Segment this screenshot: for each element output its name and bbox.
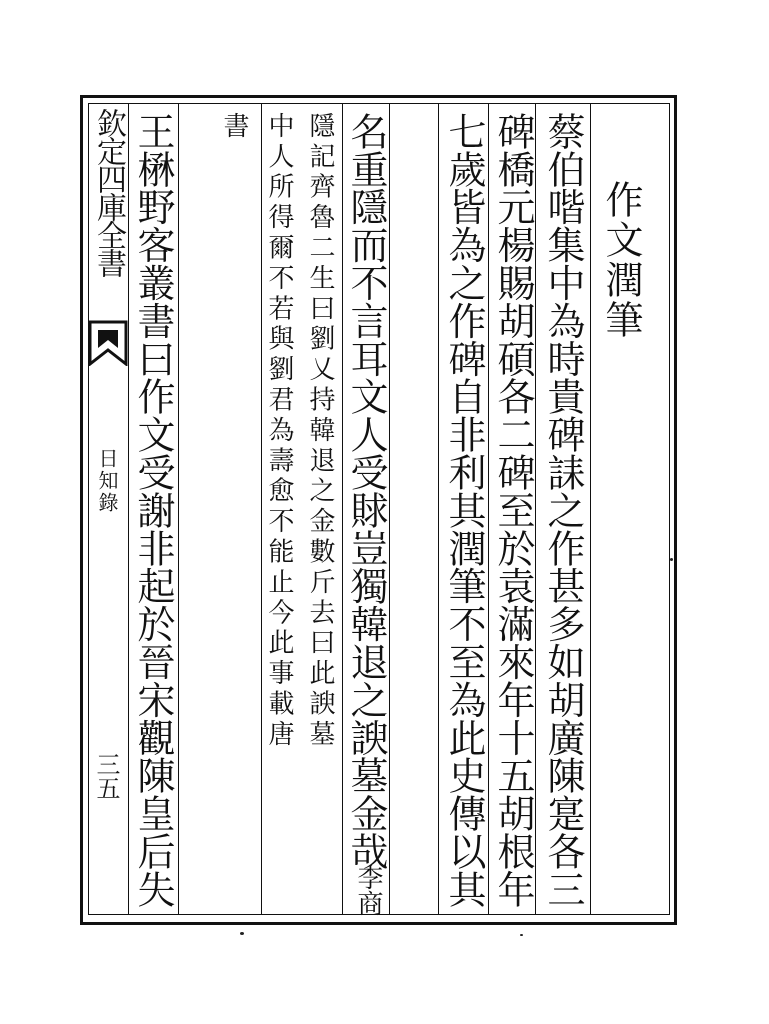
column-rule <box>178 103 179 915</box>
scan-speck <box>240 932 244 935</box>
column-rule <box>342 103 343 915</box>
column-rule <box>389 103 390 915</box>
text-column-3: 七歲皆為之作碑自非利其潤筆不至為此史傳以其 <box>442 112 486 908</box>
note-column-1: 李商 <box>353 864 383 916</box>
scan-speck <box>520 934 523 936</box>
scan-speck <box>670 558 673 561</box>
note-column-2: 隱記齊魯二生曰劉乂持韓退之金數斤去曰此諛墓 <box>305 112 335 751</box>
column-rule <box>261 103 262 915</box>
text-column-1: 蔡伯喈集中為時貴碑誄之作甚多如胡廣陳寔各三 <box>541 112 585 908</box>
note-column-3: 中人所得爾不若與劉君為壽愈不能止今此事載唐 <box>264 112 294 751</box>
note-column-4: 書 <box>219 112 249 143</box>
column-rule <box>535 103 536 915</box>
text-column-2: 碑橋元楊賜胡碩各二碑至於袁滿來年十五胡根年 <box>491 112 535 908</box>
column-rule <box>590 103 591 915</box>
margin-book-title: 欽定四庫全書 <box>91 108 126 276</box>
text-column-4: 名重隱而不言耳文人受賕豈獨韓退之諛墓金哉 <box>344 112 388 871</box>
margin-column-rule <box>128 103 129 915</box>
fish-tail-mark-icon <box>88 320 128 366</box>
margin-source-title: 日知錄 <box>95 448 119 514</box>
column-rule <box>488 103 489 915</box>
column-rule <box>438 103 439 915</box>
margin-page-number: 三五 <box>92 752 120 800</box>
section-heading: 作文潤筆 <box>599 180 643 340</box>
text-column-5: 王楙野客叢書曰作文受謝非起於晉宋觀陳皇后失 <box>131 112 175 908</box>
